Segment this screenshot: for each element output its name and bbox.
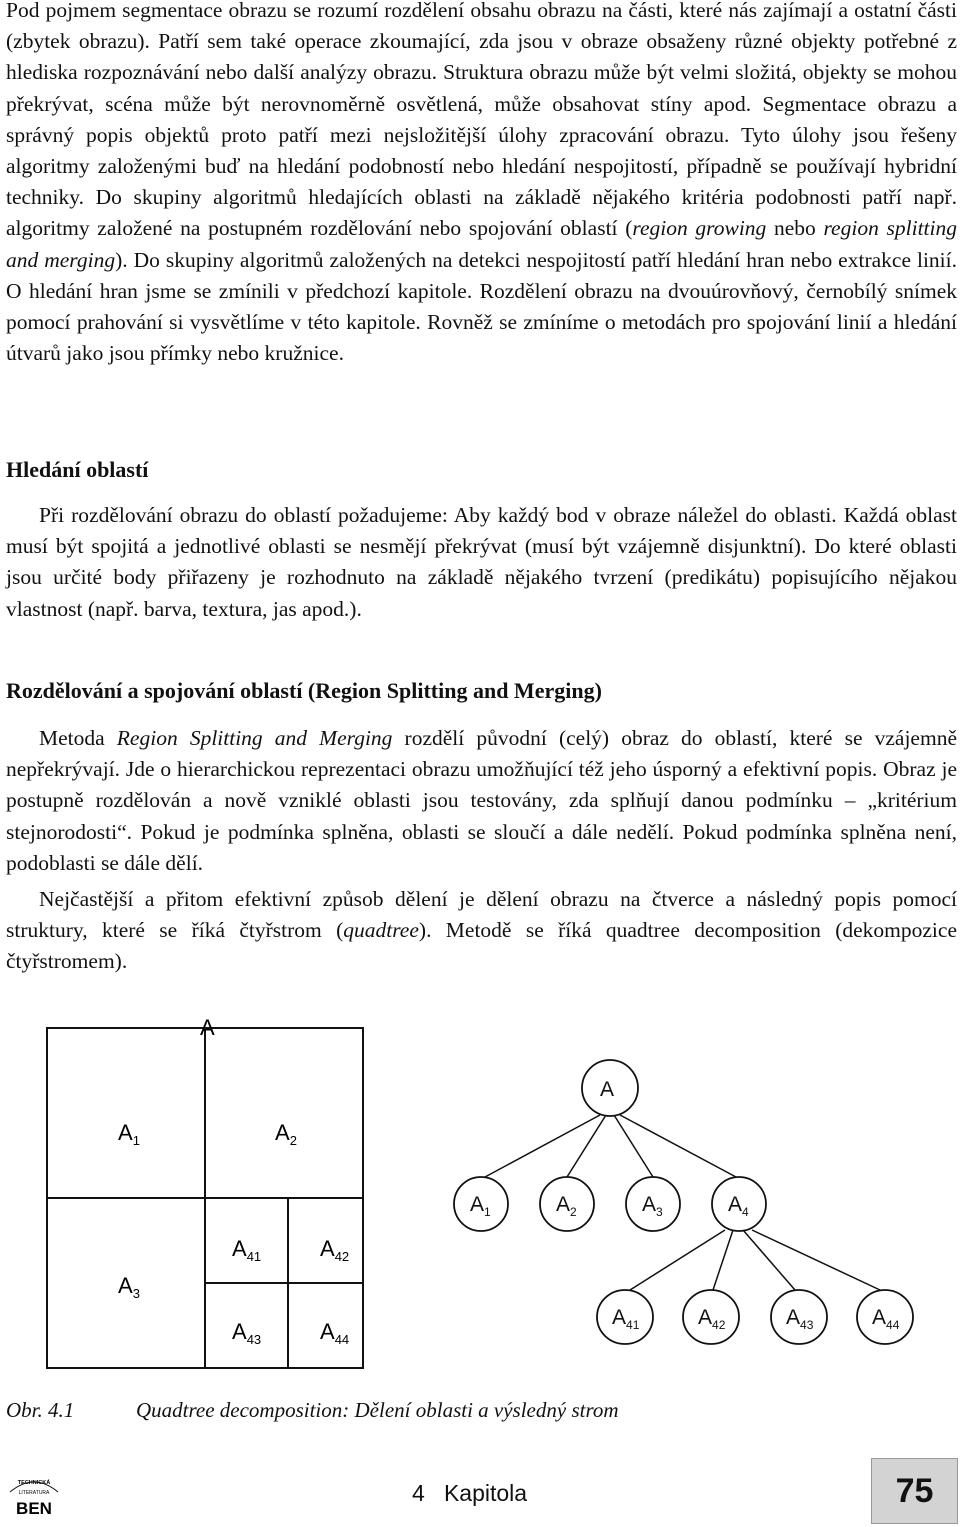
tree-node-a1 [454,1177,508,1231]
p1-text-a: Metoda [39,726,117,750]
figure-caption-text: Quadtree decomposition: Dělení oblasti a výsledný strom [136,1398,619,1422]
intro-text-2: nebo [766,216,824,241]
intro-italic-2: region splitting and merging [6,216,957,272]
svg-text:TECHNICKÁ: TECHNICKÁ [17,1480,51,1486]
quadtree-grid [47,1028,363,1368]
tree-node-a2 [540,1177,594,1231]
tree-node-a44 [857,1290,913,1344]
intro-text-1: Pod pojmem segmentace obrazu se rozumí rozdělení obsahu obrazu na části, které nás zajímají a ostatní části (zbytek obrazu). Patří sem také operace zkoumající, zda jsou v obraze obsaženy různé objekty potřebné z hlediska rozpoznávání nebo další analýzy obrazu. Struktura obrazu může být velmi složitá, objekty se mohou překrývat, scéna může být nerovnoměrně osvětlená, může obsahovat stíny apod. Segmentace obrazu a správný popis objektů proto patří mezi nejsložitější úlohy zpracování obrazu. Tyto úlohy jsou řešeny algoritmy založenými buď na hledání podobností nebo hledání nespojitostí, případně se používají hybridní techniky. Do skupiny algoritmů hledajících oblasti na základě nějakého kritéria podobnosti patří např. algoritmy založené na postupném rozdělování nebo spojování oblastí ( [6,0,957,241]
svg-text:A2: $A_2$ [556,1193,577,1219]
figure-caption-label: Obr. 4.1 [6,1398,75,1422]
intro-paragraph [6,0,957,369]
p2-italic: quadtree [343,918,419,943]
chapter-label: 4 Kapitola [412,1480,528,1506]
svg-text:A41: $A_{41}$ [612,1306,640,1332]
tree-node-a4 [712,1177,766,1231]
region-label-a44: $A_{44}$ [320,1319,350,1347]
svg-text:A4: $A_4$ [728,1193,749,1219]
p1-italic: Region Splitting and Merging [116,726,393,750]
tree-node-a3 [626,1177,680,1231]
tree-node-a42 [683,1290,739,1344]
page-number: 75 [871,1458,958,1524]
svg-text:A: A [600,1078,615,1101]
section-heading-splitting-merging: Rozdělování a spojování oblastí (Region Splitting and Merging) [6,678,602,703]
svg-text:A3: $A_3$ [642,1193,663,1219]
intro-italic-1: region growing [632,216,767,241]
region-label-a41: $A_{41}$ [232,1236,262,1264]
section2-paragraph-2 [6,884,957,978]
section-heading-region-search: Hledání oblastí [6,457,149,482]
region-label-a2: $A_2$ [275,1120,297,1148]
region-label-a3: $A_3$ [118,1273,140,1301]
tree-node-a41 [597,1290,653,1344]
tree-node-root [582,1060,638,1116]
p2-text-a: Nejčastější a přitom efektivní způsob dělení je dělení obrazu na čtverce a následný popis pomocí struktury, které se říká čtyřstrom ( [6,887,957,943]
section1-paragraph: Při rozdělování obrazu do oblastí požadujeme: Aby každý bod v obraze náležel do oblasti. Každá oblast musí být spojitá a jednotlivé oblasti se nesmějí překrývat (musí být vzájemně disjunktní). Do které oblasti jsou určité body přiřazeny je rozhodnuto na základě nějakého tvrzení (predikátu) popisujícího nějakou vlastnost (např. barva, textura, jas apod.). [6,503,957,621]
quadtree-tree-nodes [454,1060,913,1344]
tree-node-a43 [771,1290,827,1344]
region-label-a1: $A_1$ [118,1120,140,1148]
svg-text:A42: $A_{42}$ [698,1306,726,1332]
grid-title: A [200,1015,215,1040]
intro-text-3: ). Do skupiny algoritmů založených na detekci nespojitostí patří hledání hran nebo extrakce linií. O hledání hran jsme se zmínili v předchozí kapitole. Rozdělení obrazu na dvouúrovňový, černobílý snímek pomocí prahování si vysvětlíme v této kapitole. Rovněž se zmíníme o metodách pro spojování linií a hledání útvarů jako jsou přímky nebo kružnice. [6,247,957,366]
p2-text-b: ). Metodě se říká quadtree decomposition (dekompozice čtyřstromem). [6,918,957,974]
svg-text:A44: $A_{44}$ [872,1306,900,1332]
region-label-a43: $A_{43}$ [232,1319,262,1347]
section2-paragraph-1 [6,723,957,879]
grid-region-labels [118,1120,349,1347]
svg-text:A43: $A_{43}$ [786,1306,814,1332]
svg-text:A1: $A_1$ [470,1193,491,1219]
p1-text-b: rozdělí původní (celý) obraz do oblastí, které se vzájemně nepřekrývají. Jde o hierarchickou reprezentaci obrazu umožňující též jeho úsporný a efektivní popis. Obraz je postupně rozdělován a nově vzniklé oblasti jsou testovány, zda splňují danou podmínku – „kritérium stejnorodosti“. Pokud je podmínka splněna, oblasti se sloučí a dále nedělí. Pokud podmínka splněna není, podoblasti se dále dělí. [6,726,957,875]
ben-logo [4,1470,64,1518]
quadtree-figure [0,1000,960,1380]
svg-text:LITERATURA: LITERATURA [18,1490,50,1496]
svg-text:BEN: BEN [16,1499,52,1518]
region-label-a42: $A_{42}$ [320,1236,350,1264]
